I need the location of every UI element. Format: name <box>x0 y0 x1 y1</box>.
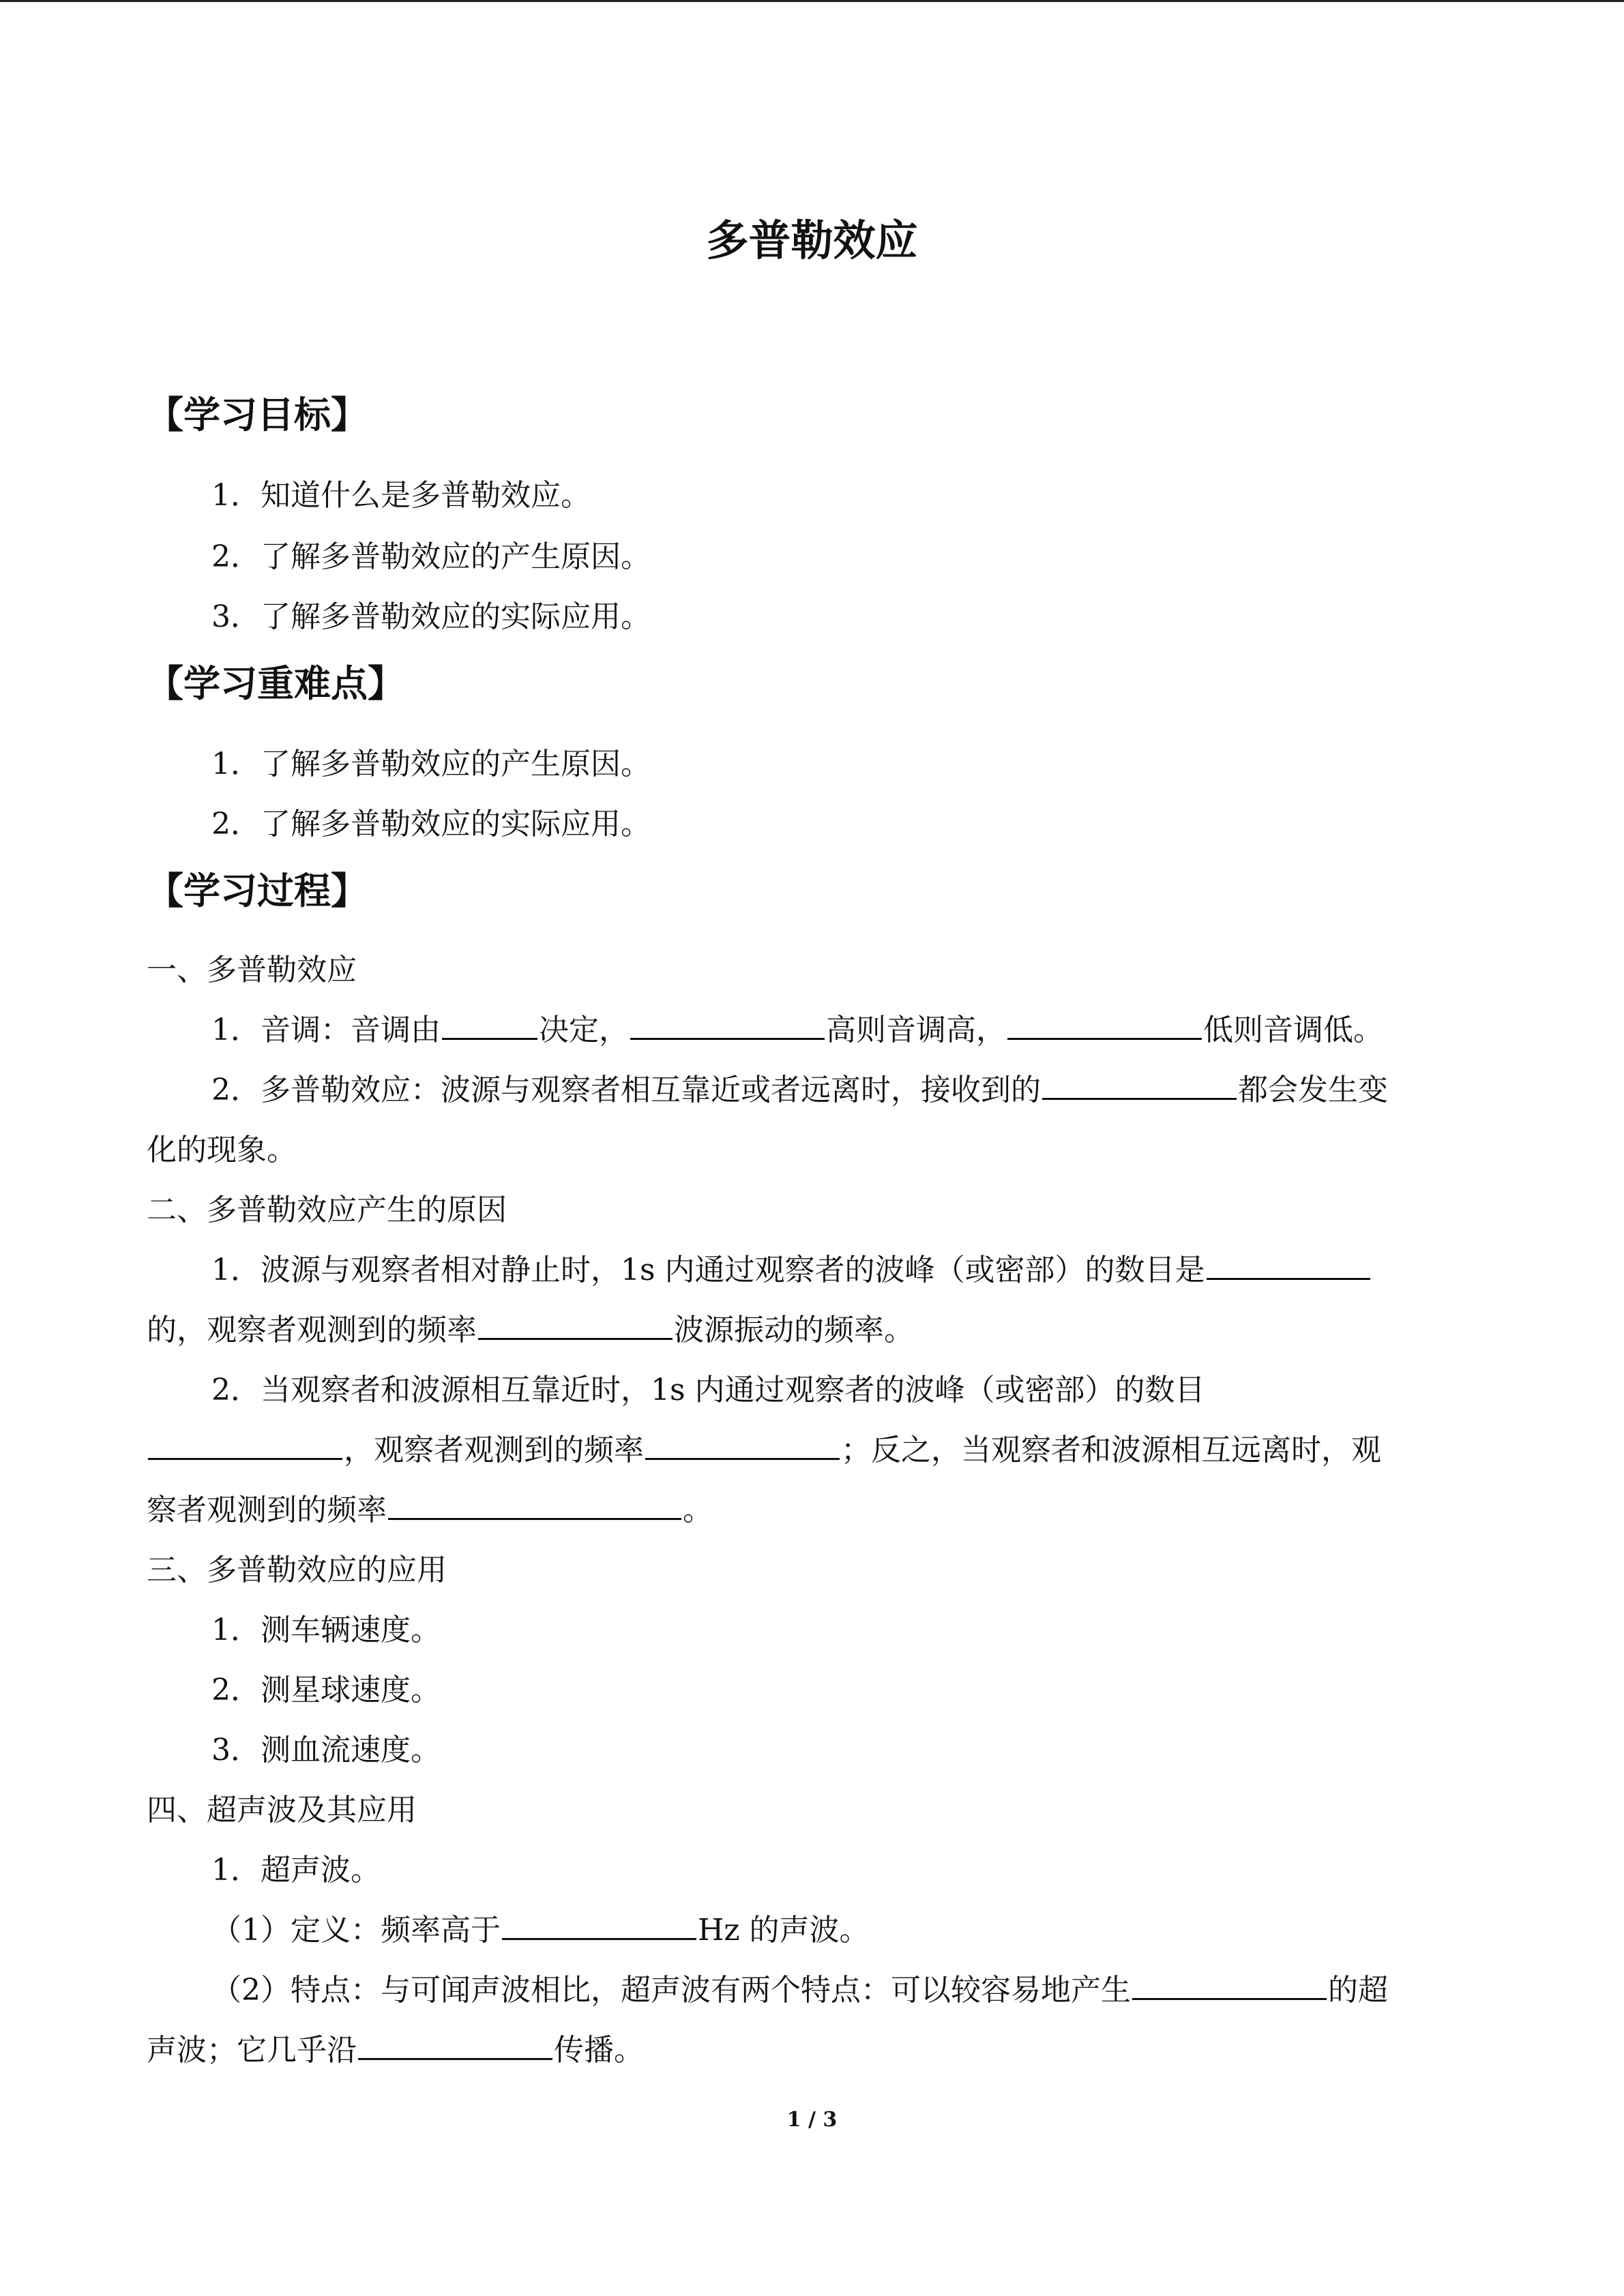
item-pitch-text-c: 高则音调高， <box>826 1013 1006 1047</box>
fill-blank[interactable] <box>1007 1037 1202 1040</box>
page-number: 1 / 3 <box>786 2108 838 2132</box>
fill-blank[interactable] <box>1132 1997 1327 2000</box>
doppler-def-text-a: 2．多普勒效应：波源与观察者相互靠近或者远离时，接收到的 <box>211 1073 1041 1107</box>
section-3-title: 三、多普勒效应的应用 <box>147 1553 447 1587</box>
page-title: 多普勒效应 <box>706 215 918 265</box>
fill-blank[interactable] <box>388 1517 681 1520</box>
relative-rest-text-c: 波源振动的频率。 <box>674 1313 914 1347</box>
fill-blank[interactable] <box>1207 1277 1370 1280</box>
approaching-text-b: ，观察者观测到的频率 <box>344 1433 644 1467</box>
doppler-def-text-b: 都会发生变 <box>1238 1073 1388 1107</box>
features-text-b: 的超 <box>1328 1973 1388 2008</box>
fill-blank[interactable] <box>478 1337 673 1340</box>
item-doppler-definition <box>211 1071 1483 1109</box>
item-pitch-text-b: 决定， <box>539 1013 629 1047</box>
fill-blank[interactable] <box>148 1457 342 1460</box>
features-text-c: 声波；它几乎沿 <box>147 2033 357 2068</box>
definition-text-b: Hz 的声波。 <box>698 1913 870 1948</box>
item-pitch-text-a: 1．音调：音调由 <box>211 1013 441 1047</box>
application-item-3: 3．测血流速度。 <box>211 1733 441 1768</box>
item-relative-rest-continued <box>147 1311 1483 1350</box>
fill-blank[interactable] <box>442 1037 537 1040</box>
item-receding <box>147 1491 1483 1530</box>
receding-text-d: 察者观测到的频率 <box>147 1493 387 1527</box>
goal-item-1: 1．知道什么是多普勒效应。 <box>211 478 591 513</box>
relative-rest-text-b: 的，观察者观测到的频率 <box>147 1313 477 1347</box>
fill-blank[interactable] <box>645 1457 840 1460</box>
ultrasound-features-continued <box>147 2031 1483 2070</box>
features-text-a: （2）特点：与可闻声波相比，超声波有两个特点：可以较容易地产生 <box>211 1973 1131 2008</box>
item-approaching: 2．当观察者和波源相互靠近时，1s 内通过观察者的波峰（或密部）的数目 <box>211 1373 1205 1407</box>
item-pitch <box>211 1011 1483 1049</box>
doppler-def-continued: 化的现象。 <box>147 1133 297 1167</box>
ultrasound-item: 1．超声波。 <box>211 1853 381 1888</box>
approaching-text-c: ；反之，当观察者和波源相互远离时，观 <box>841 1433 1381 1467</box>
section-1-title: 一、多普勒效应 <box>147 953 357 987</box>
item-relative-rest <box>211 1251 1483 1289</box>
key-point-item-1: 1．了解多普勒效应的产生原因。 <box>211 747 651 781</box>
fill-blank[interactable] <box>1042 1097 1237 1100</box>
process-heading: 【学习过程】 <box>147 869 368 912</box>
application-item-2: 2．测星球速度。 <box>211 1673 441 1708</box>
item-pitch-text-d: 低则音调低。 <box>1203 1013 1383 1047</box>
key-points-heading: 【学习重难点】 <box>147 661 404 705</box>
definition-text-a: （1）定义：频率高于 <box>211 1913 501 1948</box>
receding-text-e: 。 <box>683 1493 713 1527</box>
goal-item-2: 2．了解多普勒效应的产生原因。 <box>211 539 651 574</box>
key-point-item-2: 2．了解多普勒效应的实际应用。 <box>211 807 651 841</box>
fill-blank[interactable] <box>630 1037 825 1040</box>
ultrasound-features <box>211 1971 1483 2010</box>
relative-rest-text-a: 1．波源与观察者相对静止时，1s 内通过观察者的波峰（或密部）的数目是 <box>211 1253 1205 1287</box>
features-text-d: 传播。 <box>554 2033 644 2068</box>
fill-blank[interactable] <box>502 1937 696 1940</box>
goals-heading: 【学习目标】 <box>147 393 368 436</box>
goal-item-3: 3．了解多普勒效应的实际应用。 <box>211 599 651 634</box>
fill-blank[interactable] <box>358 2057 552 2060</box>
ultrasound-definition <box>211 1911 1483 1950</box>
section-4-title: 四、超声波及其应用 <box>147 1793 417 1828</box>
application-item-1: 1．测车辆速度。 <box>211 1613 441 1648</box>
item-approaching-continued <box>147 1431 1483 1470</box>
section-2-title: 二、多普勒效应产生的原因 <box>147 1193 507 1227</box>
